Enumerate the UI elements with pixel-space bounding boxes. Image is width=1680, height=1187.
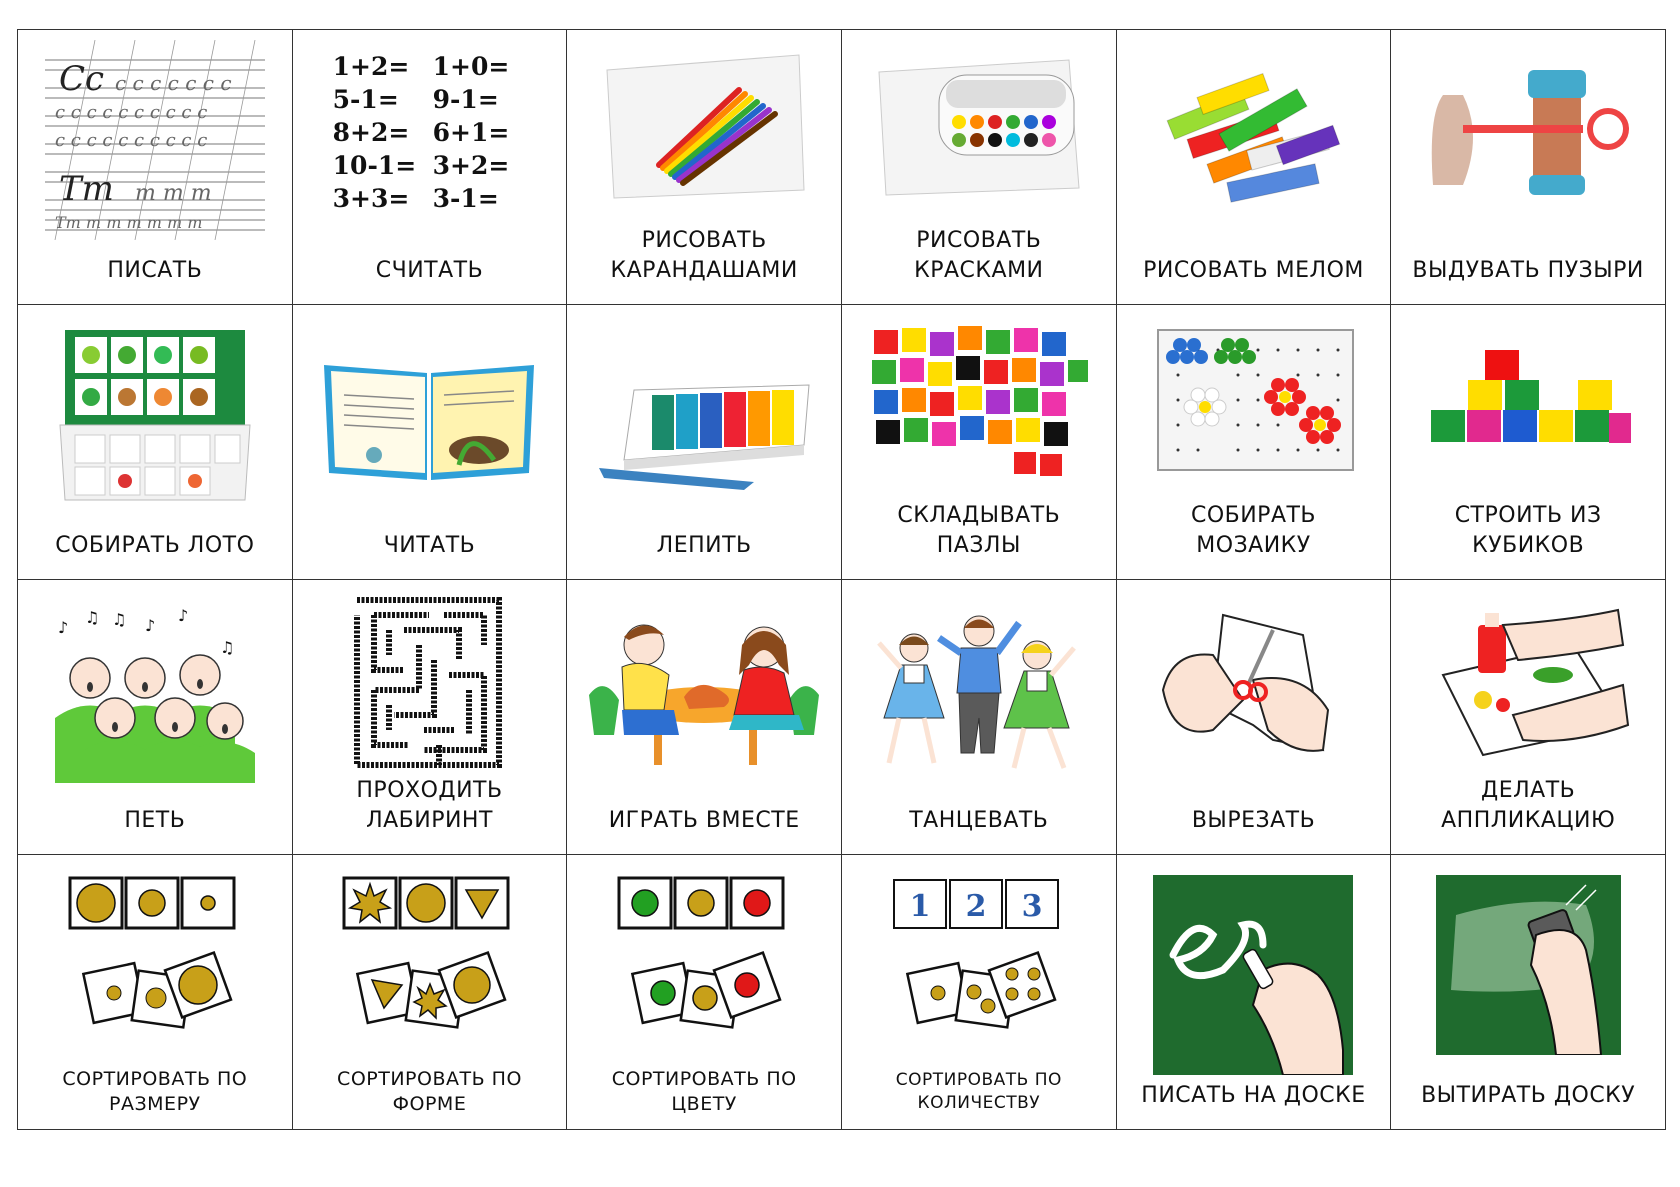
card-label: СКЛАДЫВАТЬ ПАЗЛЫ: [897, 503, 1061, 558]
card-label: ИГРАТЬ ВМЕСТЕ: [608, 808, 800, 833]
card-puzzles: [842, 305, 1117, 580]
chalk-sticks-icon: [1117, 40, 1391, 230]
card-label: СЧИТАТЬ: [375, 258, 484, 283]
card-read: [293, 305, 568, 580]
scissors-cutting-icon: [1117, 605, 1391, 775]
card-sort-quantity: [842, 855, 1117, 1130]
card-label: РИСОВАТЬ КАРАНДАШАМИ: [610, 228, 798, 283]
card-sort-color: [567, 855, 842, 1130]
card-mosaic: [1117, 305, 1392, 580]
card-blow-bubbles: [1391, 30, 1666, 305]
svg-text:c c c c c c c c c c: c c c c c c c c c c: [54, 130, 208, 151]
maze-icon: [293, 592, 567, 772]
card-label: СОБИРАТЬ ЛОТО: [55, 533, 255, 558]
equation: 8+2=: [332, 118, 410, 147]
card-lotto: [18, 305, 293, 580]
card-sort-shape: [293, 855, 568, 1130]
sort-by-size-icon: [18, 865, 292, 1045]
card-label: РИСОВАТЬ КРАСКАМИ: [914, 228, 1044, 283]
card-write-board: [1117, 855, 1392, 1130]
card-label: ТАНЦЕВАТЬ: [909, 808, 1049, 833]
card-play-together: [567, 580, 842, 855]
svg-text:♫: ♫: [219, 637, 235, 657]
dancing-kids-icon: [842, 600, 1116, 785]
svg-text:♪: ♪: [57, 617, 69, 637]
svg-text:♪: ♪: [177, 605, 189, 625]
card-applique: [1391, 580, 1666, 855]
svg-text:Tm: Tm: [58, 169, 114, 209]
wiping-board-icon: [1391, 875, 1665, 1055]
equation: 3+3=: [332, 184, 410, 213]
card-label: ПИСАТЬ НА ДОСКЕ: [1141, 1083, 1366, 1108]
watercolor-paints-icon: [842, 40, 1116, 210]
card-label: СОРТИРОВАТЬ ПО КОЛИЧЕСТВУ: [895, 1070, 1062, 1113]
glue-applique-icon: [1391, 600, 1665, 770]
activity-card-grid: [17, 29, 1666, 1130]
card-wipe-board: [1391, 855, 1666, 1130]
card-label: ЛЕПИТЬ: [656, 533, 752, 558]
svg-text:♫: ♫: [111, 609, 127, 629]
card-label: ДЕЛАТЬ АППЛИКАЦИЮ: [1441, 778, 1616, 833]
cursive-writing-icon: [18, 40, 292, 240]
svg-text:Cc: Cc: [58, 59, 104, 99]
sort-by-quantity-icon: [842, 865, 1116, 1045]
svg-text:c c c c c c c c c c: c c c c c c c c c c: [54, 102, 208, 123]
arithmetic-icon: [333, 52, 533, 213]
card-sort-size: [18, 855, 293, 1130]
card-dance: [842, 580, 1117, 855]
sort-by-color-icon: [567, 865, 841, 1045]
card-label: РИСОВАТЬ МЕЛОМ: [1143, 258, 1364, 283]
card-label: ПИСАТЬ: [107, 258, 203, 283]
equation: 5-1=: [332, 85, 399, 114]
card-draw-paints: [842, 30, 1117, 305]
card-label: СОРТИРОВАТЬ ПО ФОРМЕ: [337, 1068, 522, 1115]
card-label: ПЕТЬ: [124, 808, 186, 833]
card-label: ВЫРЕЗАТЬ: [1191, 808, 1316, 833]
svg-text:Tm m m m m m m: Tm m m m m m m: [54, 213, 203, 232]
card-label: СОБИРАТЬ МОЗАИКУ: [1190, 503, 1317, 558]
card-draw-chalk: [1117, 30, 1392, 305]
lotto-box-icon: [18, 325, 292, 505]
quantity-number: 2: [965, 889, 987, 924]
equation: 9-1=: [432, 85, 499, 114]
quantity-number: 1: [909, 889, 931, 924]
building-blocks-icon: [1391, 335, 1665, 475]
mosaic-board-icon: [1117, 320, 1391, 480]
card-blocks: [1391, 305, 1666, 580]
chalkboard-writing-icon: [1117, 875, 1391, 1075]
equation: 3+2=: [432, 151, 510, 180]
card-label: ВЫДУВАТЬ ПУЗЫРИ: [1412, 258, 1644, 283]
card-label: ВЫТИРАТЬ ДОСКУ: [1421, 1083, 1636, 1108]
card-write: [18, 30, 293, 305]
svg-text:c c c c c c c: c c c c c c c: [114, 71, 232, 95]
equation: 6+1=: [432, 118, 510, 147]
sort-by-shape-icon: [293, 865, 567, 1045]
card-cut: [1117, 580, 1392, 855]
card-label: СОРТИРОВАТЬ ПО ЦВЕТУ: [611, 1068, 797, 1115]
equation: 1+0=: [432, 52, 510, 81]
quantity-number: 3: [1021, 889, 1043, 924]
plasticine-icon: [567, 345, 841, 495]
card-sculpt: [567, 305, 842, 580]
equation: 10-1=: [332, 151, 417, 180]
svg-text:♫: ♫: [84, 607, 100, 627]
card-maze: [293, 580, 568, 855]
equation: 3-1=: [432, 184, 499, 213]
soap-bubbles-icon: [1391, 40, 1665, 230]
card-label: ЧИТАТЬ: [383, 533, 476, 558]
svg-text:♪: ♪: [144, 615, 156, 635]
open-book-icon: [293, 345, 567, 495]
card-label: СОРТИРОВАТЬ ПО РАЗМЕРУ: [62, 1068, 248, 1115]
card-draw-pencils: [567, 30, 842, 305]
card-label: СТРОИТЬ ИЗ КУБИКОВ: [1454, 503, 1602, 558]
puzzle-pieces-icon: [842, 320, 1116, 485]
svg-text:m m m: m m m: [134, 181, 212, 206]
card-count: [293, 30, 568, 305]
card-sing: [18, 580, 293, 855]
singing-choir-icon: [18, 600, 292, 785]
kids-playing-icon: [567, 600, 841, 780]
equation: 1+2=: [332, 52, 410, 81]
card-label: ПРОХОДИТЬ ЛАБИРИНТ: [356, 778, 503, 833]
colored-pencils-icon: [567, 40, 841, 210]
